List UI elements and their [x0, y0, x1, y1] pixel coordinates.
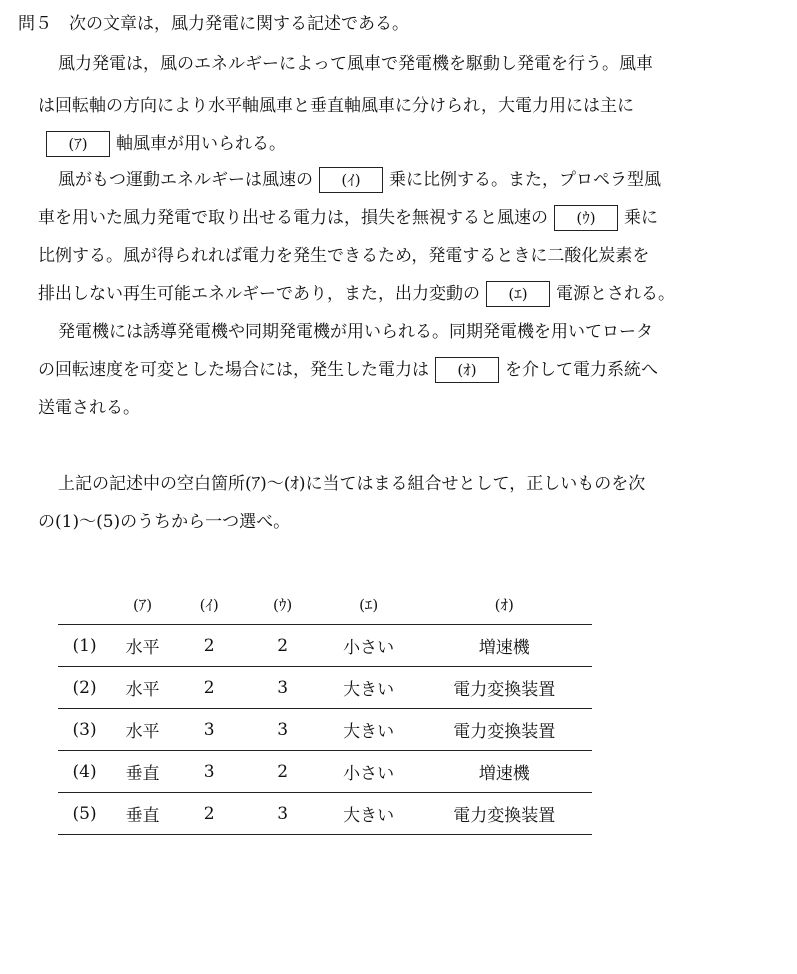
- choice-i: 3: [174, 751, 245, 793]
- header-e: (ｴ): [321, 584, 417, 625]
- paragraph1-line3: [46, 130, 786, 158]
- header-number: [58, 584, 111, 625]
- choice-row-5[interactable]: [58, 793, 592, 835]
- choice-e: 大きい: [321, 793, 417, 835]
- choice-o: 増速機: [417, 625, 592, 667]
- choice-number: (5): [58, 793, 111, 835]
- choice-row-2[interactable]: [58, 667, 592, 709]
- choice-u: 3: [244, 709, 320, 751]
- blank-box-a: (ｱ): [46, 131, 110, 157]
- paragraph3-line2-before: の回転速度を可変とした場合には，発生した電力は: [38, 360, 429, 380]
- choices-table: [58, 584, 592, 835]
- header-i: (ｲ): [174, 584, 245, 625]
- paragraph3-line1: 発電機には誘導発電機や同期発電機が用いられる。同期発電機を用いてロータ: [58, 322, 653, 342]
- choice-number: (1): [58, 625, 111, 667]
- choice-row-4[interactable]: [58, 751, 592, 793]
- paragraph2-line1-after: 乗に比例する。また，プロペラ型風: [389, 170, 661, 190]
- blank-box-u: (ｳ): [554, 205, 618, 231]
- paragraph2-line2-before: 車を用いた風力発電で取り出せる電力は，損失を無視すると風速の: [38, 208, 548, 228]
- choice-o: 電力変換装置: [417, 667, 592, 709]
- choice-u: 3: [244, 793, 320, 835]
- paragraph1-line2: は回転軸の方向により水平軸風車と垂直軸風車に分けられ，大電力用には主に: [38, 96, 635, 116]
- choice-a: 水平: [111, 667, 174, 709]
- header-o: (ｵ): [417, 584, 592, 625]
- choice-i: 3: [174, 709, 245, 751]
- question-heading: 問５ 次の文章は，風力発電に関する記述である。: [18, 14, 409, 34]
- blank-box-e: (ｴ): [486, 281, 550, 307]
- choice-number: (3): [58, 709, 111, 751]
- choice-row-1[interactable]: [58, 625, 592, 667]
- paragraph2-line1: [58, 166, 778, 194]
- choices-header-row: [58, 584, 592, 625]
- choice-a: 垂直: [111, 751, 174, 793]
- paragraph2-line2-after: 乗に: [624, 208, 658, 228]
- choice-u: 2: [244, 625, 320, 667]
- paragraph2-line4-before: 排出しない再生可能エネルギーであり，また，出力変動の: [38, 284, 480, 304]
- instruction-line1: 上記の記述中の空白箇所(ｱ)～(ｵ)に当てはまる組合せとして，正しいものを次: [58, 474, 646, 494]
- blank-box-i: (ｲ): [319, 167, 383, 193]
- choice-i: 2: [174, 667, 245, 709]
- header-u: (ｳ): [244, 584, 320, 625]
- paragraph2-line4-after: 電源とされる。: [556, 284, 675, 304]
- instruction-line2: の(1)～(5)のうちから一つ選べ。: [38, 512, 291, 532]
- paragraph3-line2: [38, 356, 778, 384]
- choice-e: 大きい: [321, 709, 417, 751]
- paragraph3-line3: 送電される。: [38, 398, 140, 418]
- choice-row-3[interactable]: [58, 709, 592, 751]
- choice-o: 増速機: [417, 751, 592, 793]
- choice-o: 電力変換装置: [417, 709, 592, 751]
- choice-number: (4): [58, 751, 111, 793]
- paragraph2-line4: [38, 280, 778, 308]
- choice-i: 2: [174, 793, 245, 835]
- choice-o: 電力変換装置: [417, 793, 592, 835]
- choice-a: 垂直: [111, 793, 174, 835]
- choice-i: 2: [174, 625, 245, 667]
- choice-e: 大きい: [321, 667, 417, 709]
- paragraph1-line1: 風力発電は，風のエネルギーによって風車で発電機を駆動し発電を行う。風車: [58, 54, 653, 74]
- choice-e: 小さい: [321, 625, 417, 667]
- choice-a: 水平: [111, 625, 174, 667]
- paragraph3-line2-after: を介して電力系統へ: [505, 360, 658, 380]
- choice-e: 小さい: [321, 751, 417, 793]
- header-a: (ｱ): [111, 584, 174, 625]
- choice-u: 2: [244, 751, 320, 793]
- paragraph2-line1-before: 風がもつ運動エネルギーは風速の: [58, 170, 313, 190]
- blank-box-o: (ｵ): [435, 357, 499, 383]
- paragraph1-line3-text: 軸風車が用いられる。: [116, 134, 286, 154]
- paragraph2-line3: 比例する。風が得られれば電力を発生できるため，発電するときに二酸化炭素を: [38, 246, 650, 266]
- choice-a: 水平: [111, 709, 174, 751]
- choice-u: 3: [244, 667, 320, 709]
- paragraph2-line2: [38, 204, 778, 232]
- choice-number: (2): [58, 667, 111, 709]
